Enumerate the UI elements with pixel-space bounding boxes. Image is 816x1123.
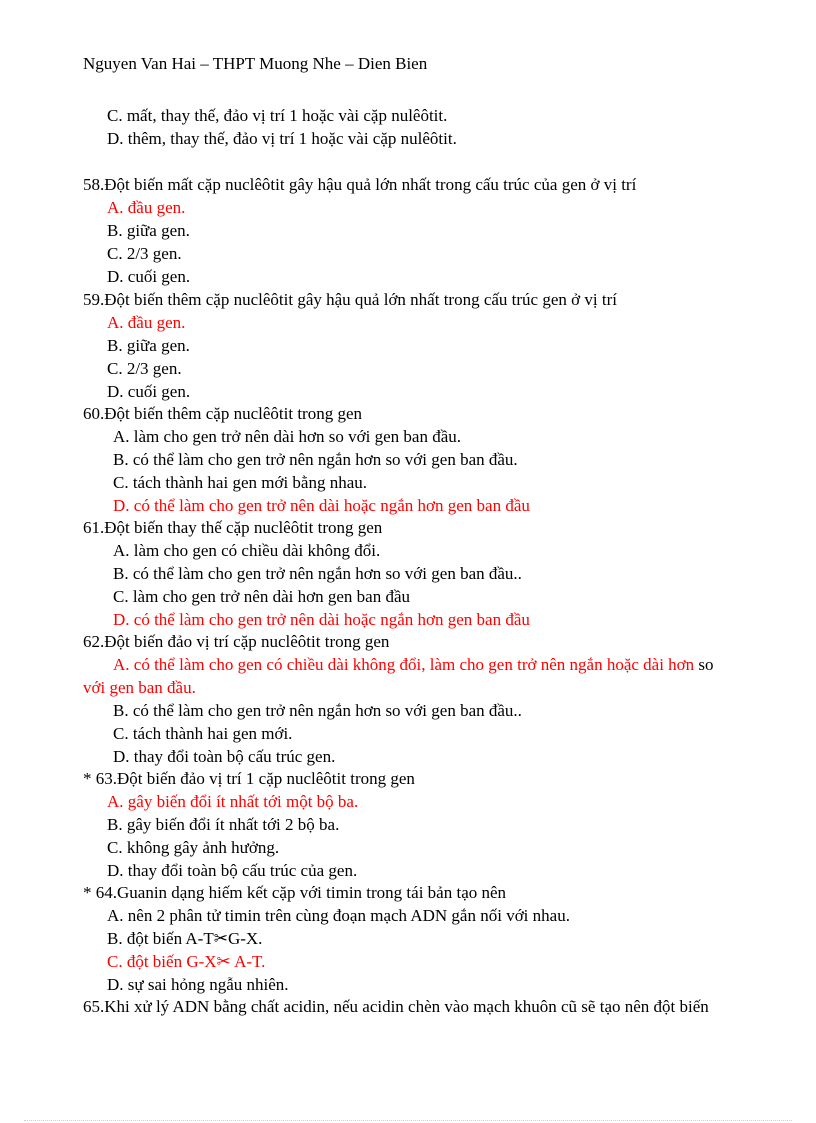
text-line: C. mất, thay thế, đảo vị trí 1 hoặc vài cặp nulêôtit. [107, 106, 448, 125]
text-line: D. thay đổi toàn bộ cấu trúc gen. [113, 747, 336, 766]
text-line: C. tách thành hai gen mới bằng nhau. [113, 473, 368, 492]
text-line: 60.Đột biến thêm cặp nuclêôtit trong gen [83, 404, 363, 423]
text-line: * 64.Guanin dạng hiếm kết cặp với timin trong tái bản tạo nên [83, 883, 507, 902]
text-line: B. giữa gen. [107, 221, 190, 240]
text-line: B. gây biến đổi ít nhất tới 2 bộ ba. [107, 815, 340, 834]
text-line: 61.Đột biến thay thế cặp nuclêôtit trong gen [83, 518, 383, 537]
text-line: A. đầu gen. [107, 313, 186, 332]
text-line: A. nên 2 phân tử timin trên cùng đoạn mạch ADN gắn nối với nhau. [107, 906, 570, 925]
text-line: C. làm cho gen trở nên dài hơn gen ban đầu [113, 587, 410, 606]
text-line: D. thêm, thay thế, đảo vị trí 1 hoặc vài cặp nulêôtit. [107, 129, 457, 148]
text-line: D. có thể làm cho gen trở nên dài hoặc ngắn hơn gen ban đầu [113, 496, 530, 515]
text-line: A. gây biến đổi ít nhất tới một bộ ba. [107, 792, 359, 811]
page-bottom-divider [24, 1120, 792, 1121]
text-line: A. đầu gen. [107, 198, 186, 217]
text-line: D. sự sai hỏng ngẫu nhiên. [107, 975, 289, 994]
text-line: B. giữa gen. [107, 336, 190, 355]
text-line: C. 2/3 gen. [107, 244, 182, 263]
text-line: với gen ban đầu. [83, 678, 196, 697]
text-span: A. có thể làm cho gen có chiều dài không đổi, làm cho gen trở nên ngắn hoặc dài hơn [113, 655, 695, 674]
text-line: B. có thể làm cho gen trở nên ngắn hơn so với gen ban đầu.. [113, 564, 522, 583]
text-line: 65.Khi xử lý ADN bằng chất acidin, nếu acidin chèn vào mạch khuôn cũ sẽ tạo nên đột biến [83, 997, 709, 1016]
text-line: C. đột biến G-X✂ A-T. [107, 952, 266, 971]
text-line: C. 2/3 gen. [107, 359, 182, 378]
text-line: * 63.Đột biến đảo vị trí 1 cặp nuclêôtit trong gen [83, 769, 415, 788]
text-line: A. làm cho gen có chiều dài không đổi. [113, 541, 381, 560]
text-line [113, 654, 714, 676]
text-line: 59.Đột biến thêm cặp nuclêôtit gây hậu quả lớn nhất trong cấu trúc gen ở vị trí [83, 290, 617, 309]
text-line: D. thay đổi toàn bộ cấu trúc của gen. [107, 861, 358, 880]
text-line: C. tách thành hai gen mới. [113, 724, 293, 743]
text-line: D. cuối gen. [107, 267, 191, 286]
text-line: 62.Đột biến đảo vị trí cặp nuclêôtit trong gen [83, 632, 390, 651]
text-span: so [694, 655, 714, 674]
text-line: D. cuối gen. [107, 382, 191, 401]
text-line: B. đột biến A-T✂G-X. [107, 929, 263, 948]
text-line: C. không gây ảnh hưởng. [107, 838, 280, 857]
text-line: B. có thể làm cho gen trở nên ngắn hơn so với gen ban đầu.. [113, 701, 522, 720]
text-line: 58.Đột biến mất cặp nuclêôtit gây hậu quả lớn nhất trong cấu trúc của gen ở vị trí [83, 175, 637, 194]
page-header: Nguyen Van Hai – THPT Muong Nhe – Dien Bien [83, 54, 428, 73]
text-line: A. làm cho gen trở nên dài hơn so với gen ban đầu. [113, 427, 462, 446]
text-line: B. có thể làm cho gen trở nên ngắn hơn so với gen ban đầu. [113, 450, 518, 469]
text-line: D. có thể làm cho gen trở nên dài hoặc ngắn hơn gen ban đầu [113, 610, 530, 629]
